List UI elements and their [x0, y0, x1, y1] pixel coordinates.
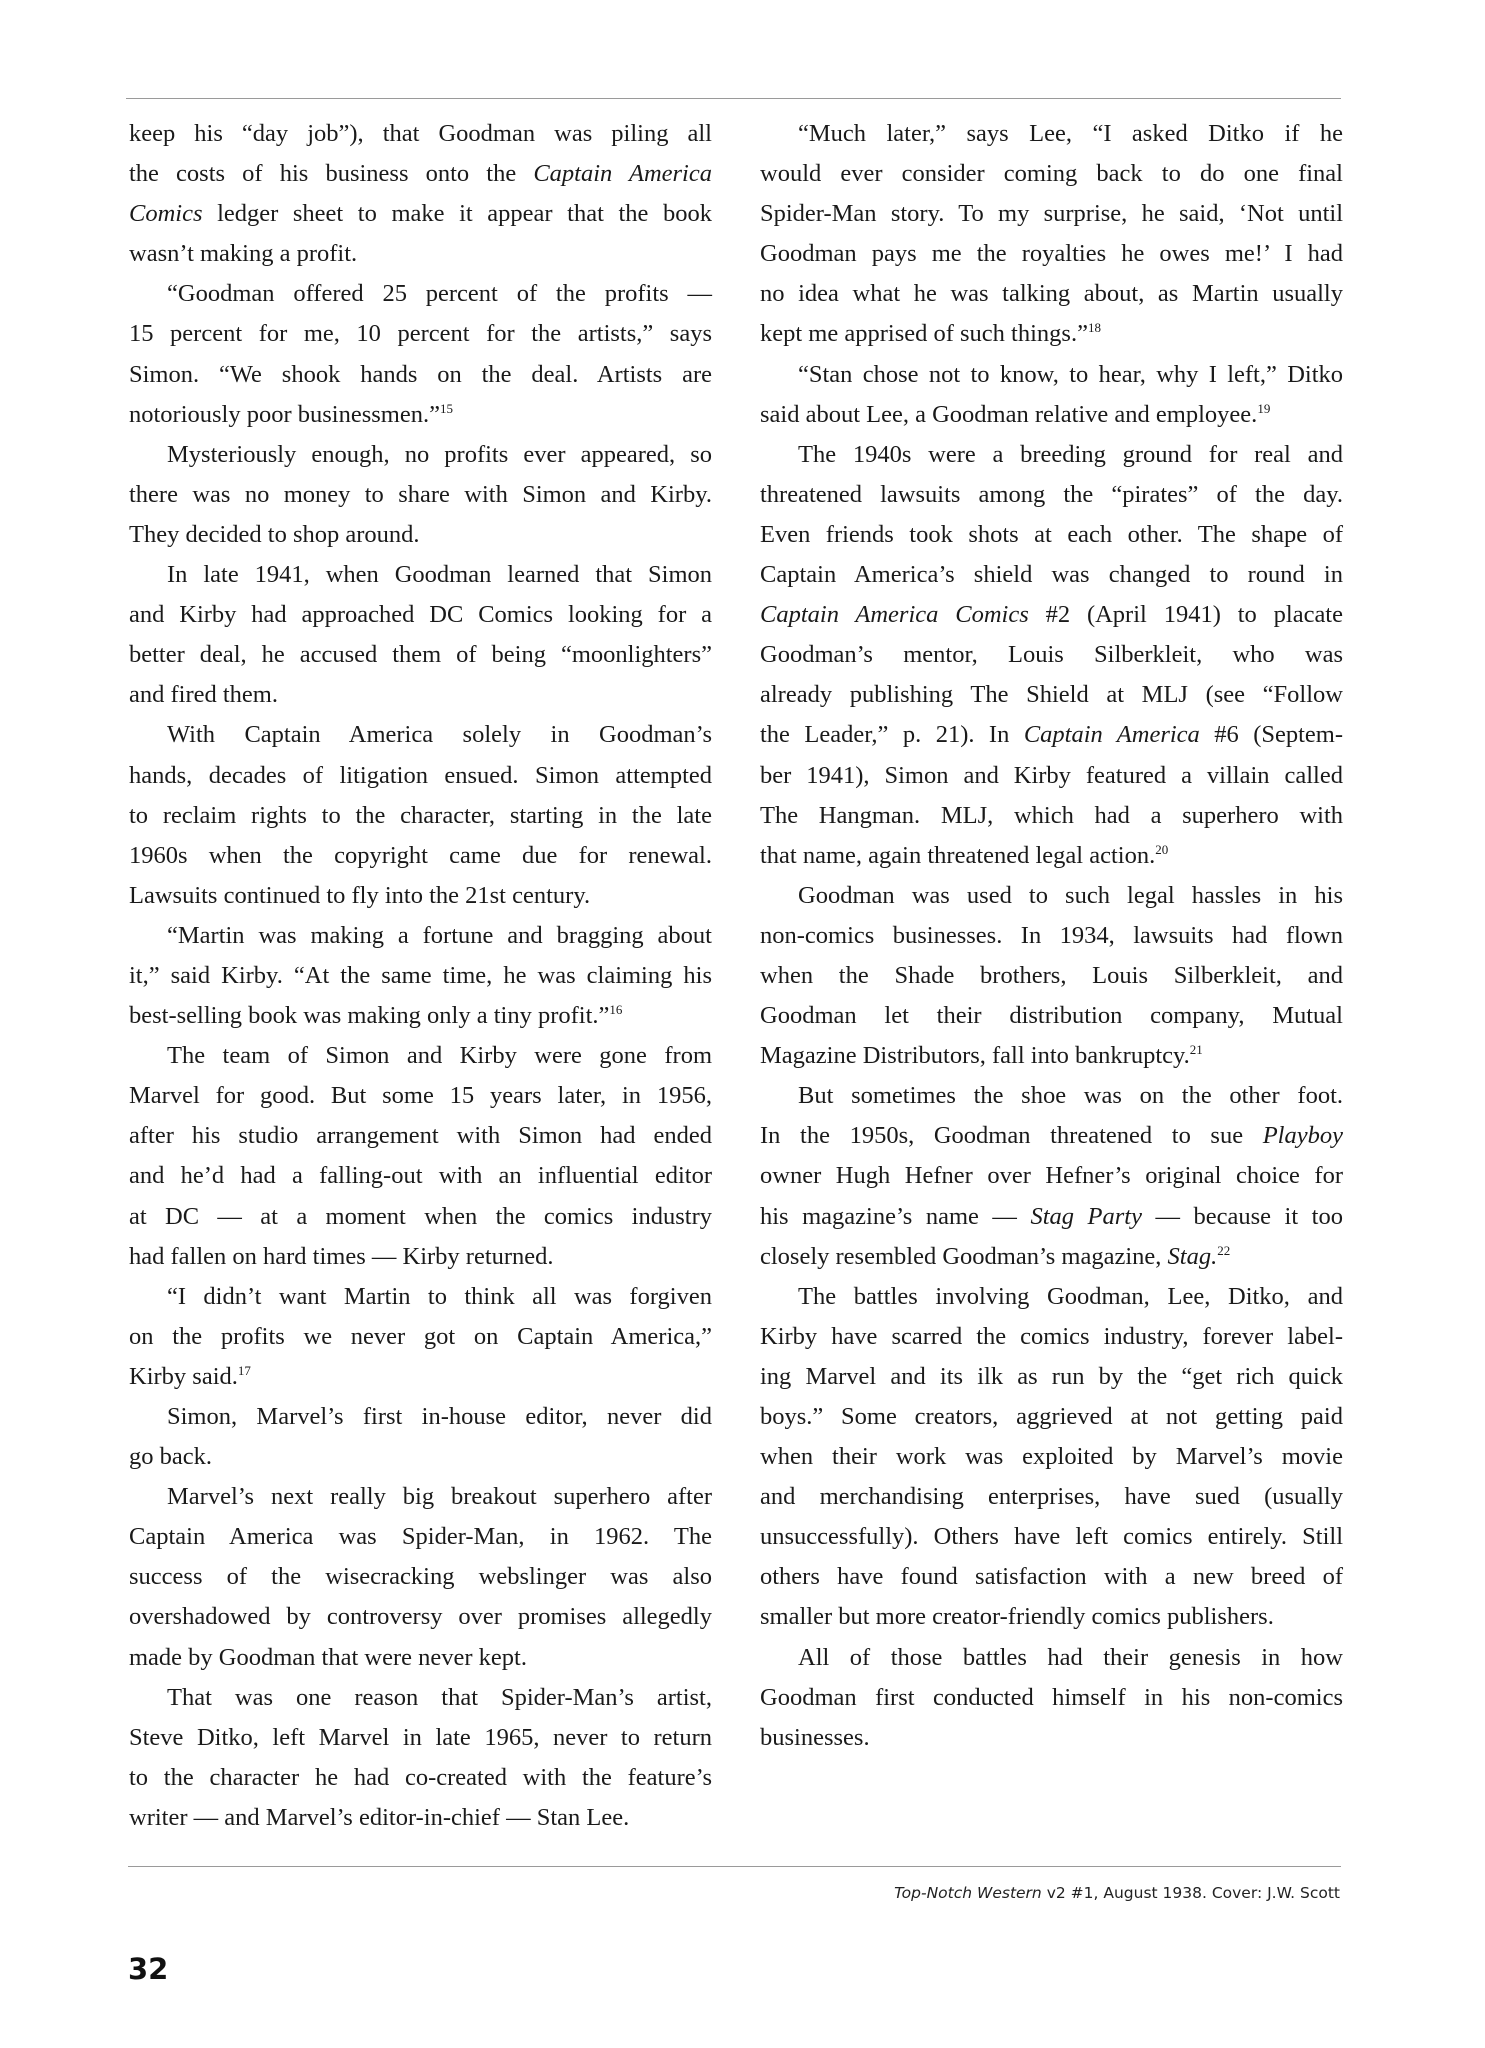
- text: others have found satisfaction with a new breed of: [760, 1563, 1343, 1591]
- text: ber 1941), Simon and Kirby featured a villain called: [760, 761, 1343, 789]
- text: Marvel for good. But some 15 years later, in 1956,: [129, 1082, 712, 1110]
- text: — because it too: [1141, 1202, 1343, 1230]
- text: Goodman’s mentor, Louis Silberkleit, who was: [760, 641, 1343, 669]
- text: overshadowed by controversy over promises allegedly: [129, 1603, 712, 1631]
- text-line: [129, 756, 712, 796]
- text-line: [760, 1357, 1343, 1397]
- text-line: [760, 1317, 1343, 1357]
- text-line: [760, 1237, 1343, 1277]
- italic-title: Captain America: [533, 160, 712, 188]
- text-line: [129, 154, 712, 194]
- left-column: [129, 114, 712, 1838]
- text: Goodman let their distribution company, Mutual: [760, 1002, 1343, 1030]
- italic-title: Stag.: [1167, 1242, 1218, 1270]
- paragraph: [129, 916, 712, 1036]
- text: owner Hugh Hefner over Hefner’s original choice for: [760, 1162, 1343, 1190]
- text: wasn’t making a profit.: [129, 240, 358, 268]
- text: at DC — at a moment when the comics industry: [129, 1202, 712, 1230]
- text: and he’d had a falling-out with an influential editor: [129, 1162, 712, 1190]
- text-line: [760, 1517, 1343, 1557]
- text-line: [129, 1277, 712, 1317]
- text: Goodman pays me the royalties he owes me!’ I had: [760, 240, 1343, 268]
- text-line: [129, 114, 712, 154]
- text: writer — and Marvel’s editor-in-chief — Stan Lee.: [129, 1803, 630, 1831]
- text-line: [760, 194, 1343, 234]
- paragraph: [129, 1277, 712, 1397]
- text-line: [760, 1477, 1343, 1517]
- text-line: [129, 1317, 712, 1357]
- paragraph: [760, 1076, 1343, 1276]
- text-line: [129, 1397, 712, 1437]
- text-line: [760, 515, 1343, 555]
- text: In late 1941, when Goodman learned that Simon: [167, 561, 712, 589]
- footnote-ref: 19: [1257, 400, 1271, 416]
- text: The 1940s were a breeding ground for real and: [798, 440, 1343, 468]
- text: “Martin was making a fortune and bragging about: [167, 921, 712, 949]
- text: That was one reason that Spider-Man’s artist,: [167, 1683, 712, 1711]
- text: The battles involving Goodman, Lee, Ditko, and: [798, 1282, 1343, 1310]
- text-line: [129, 1237, 712, 1277]
- text-line: [760, 1036, 1343, 1076]
- text: boys.” Some creators, aggrieved at not getting paid: [760, 1403, 1343, 1430]
- text: “I didn’t want Martin to think all was forgiven: [167, 1282, 712, 1310]
- text-line: [129, 595, 712, 635]
- text: no idea what he was talking about, as Martin usually: [760, 280, 1343, 308]
- text-line: [760, 796, 1343, 836]
- text: Captain America was Spider-Man, in 1962. The: [129, 1523, 712, 1551]
- text-line: [129, 876, 712, 916]
- text: businesses.: [760, 1723, 870, 1751]
- text: Steve Ditko, left Marvel in late 1965, never to return: [129, 1723, 712, 1751]
- text: Spider-Man story. To my surprise, he said, ‘Not until: [760, 200, 1343, 228]
- text-line: [760, 274, 1343, 314]
- text-line: [760, 234, 1343, 274]
- text: Kirby have scarred the comics industry, forever label-: [760, 1322, 1343, 1350]
- paragraph: [760, 355, 1343, 435]
- text: to reclaim rights to the character, starting in the late: [129, 801, 712, 829]
- text: when the Shade brothers, Louis Silberkleit, and: [760, 961, 1343, 989]
- paragraph: [129, 1397, 712, 1477]
- text-line: [760, 916, 1343, 956]
- text-line: [129, 395, 712, 435]
- text-line: [129, 996, 712, 1036]
- text-line: [760, 1076, 1343, 1116]
- text-line: [129, 234, 712, 274]
- text-line: [129, 1076, 712, 1116]
- text: smaller but more creator-friendly comics publishers.: [760, 1603, 1274, 1631]
- text-line: [129, 314, 712, 354]
- text: But sometimes the shoe was on the other foot.: [798, 1082, 1343, 1110]
- text-line: [129, 1477, 712, 1517]
- text-line: [760, 1277, 1343, 1317]
- text-line: [760, 675, 1343, 715]
- text: to the character he had co-created with the feature’s: [129, 1763, 712, 1791]
- text-line: [129, 274, 712, 314]
- text: best-selling book was making only a tiny profit.”: [129, 1002, 610, 1030]
- text: Mysteriously enough, no profits ever appeared, so: [167, 440, 712, 468]
- text-line: [760, 836, 1343, 876]
- text-line: [760, 1557, 1343, 1597]
- footnote-ref: 20: [1155, 841, 1169, 857]
- text: made by Goodman that were never kept.: [129, 1643, 527, 1671]
- paragraph: [760, 114, 1343, 355]
- text: had fallen on hard times — Kirby returned.: [129, 1242, 554, 1270]
- text-line: [129, 1758, 712, 1798]
- italic-title: Playboy: [1262, 1122, 1343, 1150]
- text: the Leader,” p. 21). In: [760, 721, 1024, 749]
- text: it,” said Kirby. “At the same time, he was claiming his: [129, 961, 712, 989]
- text: the costs of his business onto the: [129, 160, 534, 188]
- paragraph: [760, 1277, 1343, 1638]
- image-caption: [894, 1884, 1340, 1902]
- text: that name, again threatened legal action.: [760, 841, 1156, 869]
- text-line: [760, 395, 1343, 435]
- paragraph: [129, 715, 712, 915]
- text-line: [129, 1718, 712, 1758]
- text: and fired them.: [129, 681, 278, 709]
- text-line: [760, 635, 1343, 675]
- text: his magazine’s name —: [760, 1202, 1031, 1230]
- text: said about Lee, a Goodman relative and employee.: [760, 400, 1258, 428]
- text-line: [760, 314, 1343, 354]
- text-line: [760, 756, 1343, 796]
- paragraph: [760, 1638, 1343, 1758]
- paragraph: [129, 1036, 712, 1277]
- text: The team of Simon and Kirby were gone from: [167, 1042, 712, 1070]
- text: success of the wisecracking webslinger was also: [129, 1563, 712, 1591]
- text-line: [129, 1557, 712, 1597]
- text-line: [129, 1678, 712, 1718]
- text-line: [760, 1678, 1343, 1718]
- footnote-ref: 18: [1087, 320, 1101, 336]
- text-line: [129, 1798, 712, 1838]
- text-line: [129, 194, 712, 234]
- paragraph: [760, 435, 1343, 876]
- text-line: [760, 1638, 1343, 1678]
- text: With Captain America solely in Goodman’s: [167, 721, 712, 749]
- text: go back.: [129, 1443, 212, 1471]
- italic-title: Captain America Comics: [760, 601, 1029, 629]
- text: Marvel’s next really big breakout superhero after: [167, 1483, 712, 1511]
- text-line: [760, 435, 1343, 475]
- text: threatened lawsuits among the “pirates” of the day.: [760, 480, 1343, 508]
- text-line: [129, 836, 712, 876]
- page-number: 32: [128, 1952, 169, 1986]
- text-line: [129, 1156, 712, 1196]
- text: The Hangman. MLJ, which had a superhero with: [760, 801, 1343, 829]
- text-line: [760, 1597, 1343, 1637]
- text: Goodman first conducted himself in his non-comics: [760, 1683, 1343, 1711]
- text-line: [760, 1718, 1343, 1758]
- text-line: [760, 1397, 1343, 1437]
- text-line: [129, 1517, 712, 1557]
- italic-title: Captain America: [1023, 721, 1200, 749]
- text: Simon. “We shook hands on the deal. Artists are: [129, 360, 712, 388]
- text: They decided to shop around.: [129, 520, 420, 548]
- italic-title: Comics: [129, 200, 203, 228]
- text: kept me apprised of such things.”: [760, 320, 1088, 348]
- text-line: [760, 555, 1343, 595]
- text-line: [129, 1036, 712, 1076]
- text: hands, decades of litigation ensued. Simon attempted: [129, 761, 712, 789]
- text-line: [760, 595, 1343, 635]
- text-line: [129, 515, 712, 555]
- paragraph: [760, 876, 1343, 1076]
- paragraph: [129, 1678, 712, 1838]
- top-rule: [126, 98, 1341, 99]
- footnote-ref: 21: [1189, 1042, 1203, 1058]
- text-line: [760, 715, 1343, 755]
- text: ledger sheet to make it appear that the book: [202, 200, 712, 228]
- text-line: [129, 1597, 712, 1637]
- paragraph: [129, 1477, 712, 1677]
- text-line: [129, 355, 712, 395]
- text-line: [129, 555, 712, 595]
- text: Kirby said.: [129, 1362, 238, 1390]
- text-line: [129, 1197, 712, 1237]
- text: already publishing The Shield at MLJ (see “Follow: [760, 681, 1343, 709]
- text: Captain America’s shield was changed to round in: [760, 561, 1343, 589]
- text: Lawsuits continued to fly into the 21st century.: [129, 881, 591, 909]
- text-line: [129, 435, 712, 475]
- text-line: [129, 1357, 712, 1397]
- text-line: [129, 1638, 712, 1678]
- text-line: [760, 114, 1343, 154]
- text: In the 1950s, Goodman threatened to sue: [760, 1122, 1263, 1150]
- text-line: [129, 675, 712, 715]
- text: Simon, Marvel’s first in-house editor, never did: [167, 1403, 712, 1430]
- text: 1960s when the copyright came due for renewal.: [129, 841, 712, 869]
- text: All of those battles had their genesis in how: [798, 1643, 1343, 1671]
- text: there was no money to share with Simon and Kirby.: [129, 480, 712, 508]
- text-line: [129, 1116, 712, 1156]
- text-line: [129, 635, 712, 675]
- text: keep his “day job”), that Goodman was piling all: [129, 120, 712, 147]
- text: #2 (April 1941) to placate: [1028, 601, 1343, 629]
- paragraph: [129, 114, 712, 274]
- text: unsuccessfully). Others have left comics entirely. Still: [760, 1523, 1343, 1551]
- paragraph: [129, 274, 712, 434]
- text: 15 percent for me, 10 percent for the artists,” says: [129, 320, 712, 348]
- text-line: [760, 1197, 1343, 1237]
- text: better deal, he accused them of being “moonlighters”: [129, 641, 712, 669]
- text: on the profits we never got on Captain America,”: [129, 1322, 712, 1350]
- text: #6 (Septem-: [1199, 721, 1344, 749]
- text-line: [129, 475, 712, 515]
- text-line: [760, 996, 1343, 1036]
- text-line: [760, 475, 1343, 515]
- caption-title: Top-Notch Western: [894, 1884, 1042, 1902]
- text: Goodman was used to such legal hassles in his: [798, 881, 1343, 909]
- text: closely resembled Goodman’s magazine,: [760, 1242, 1168, 1270]
- text: “Much later,” says Lee, “I asked Ditko if he: [798, 120, 1343, 147]
- text-line: [760, 876, 1343, 916]
- paragraph: [129, 435, 712, 555]
- text-line: [129, 956, 712, 996]
- paragraph: [129, 555, 712, 715]
- text: and Kirby had approached DC Comics looking for a: [129, 601, 712, 629]
- text: notoriously poor businessmen.”: [129, 400, 440, 428]
- footnote-ref: 16: [609, 1002, 623, 1018]
- text-line: [129, 1437, 712, 1477]
- footnote-ref: 15: [440, 400, 453, 416]
- text-line: [760, 956, 1343, 996]
- text: and merchandising enterprises, have sued (usually: [760, 1483, 1343, 1511]
- text-line: [129, 916, 712, 956]
- footnote-ref: 17: [237, 1362, 251, 1378]
- text-line: [129, 796, 712, 836]
- text: non-comics businesses. In 1934, lawsuits had flown: [760, 921, 1343, 949]
- text: after his studio arrangement with Simon had ended: [129, 1122, 712, 1150]
- text: “Goodman offered 25 percent of the profits —: [167, 280, 712, 308]
- text: Even friends took shots at each other. The shape of: [760, 520, 1343, 548]
- bottom-rule: [128, 1866, 1341, 1867]
- caption-details: v2 #1, August 1938. Cover: J.W. Scott: [1041, 1884, 1340, 1902]
- text: “Stan chose not to know, to hear, why I left,” Ditko: [798, 360, 1343, 388]
- right-column: [760, 114, 1343, 1758]
- text-line: [760, 1116, 1343, 1156]
- text-line: [760, 1156, 1343, 1196]
- footnote-ref: 22: [1217, 1242, 1231, 1258]
- text-line: [760, 154, 1343, 194]
- text: Magazine Distributors, fall into bankruptcy.: [760, 1042, 1190, 1070]
- text: when their work was exploited by Marvel’s movie: [760, 1443, 1343, 1471]
- text-line: [129, 715, 712, 755]
- text-line: [760, 1437, 1343, 1477]
- text-line: [760, 355, 1343, 395]
- italic-title: Stag Party: [1030, 1202, 1142, 1230]
- text: ing Marvel and its ilk as run by the “get rich quick: [760, 1362, 1343, 1390]
- text: would ever consider coming back to do one final: [760, 160, 1343, 188]
